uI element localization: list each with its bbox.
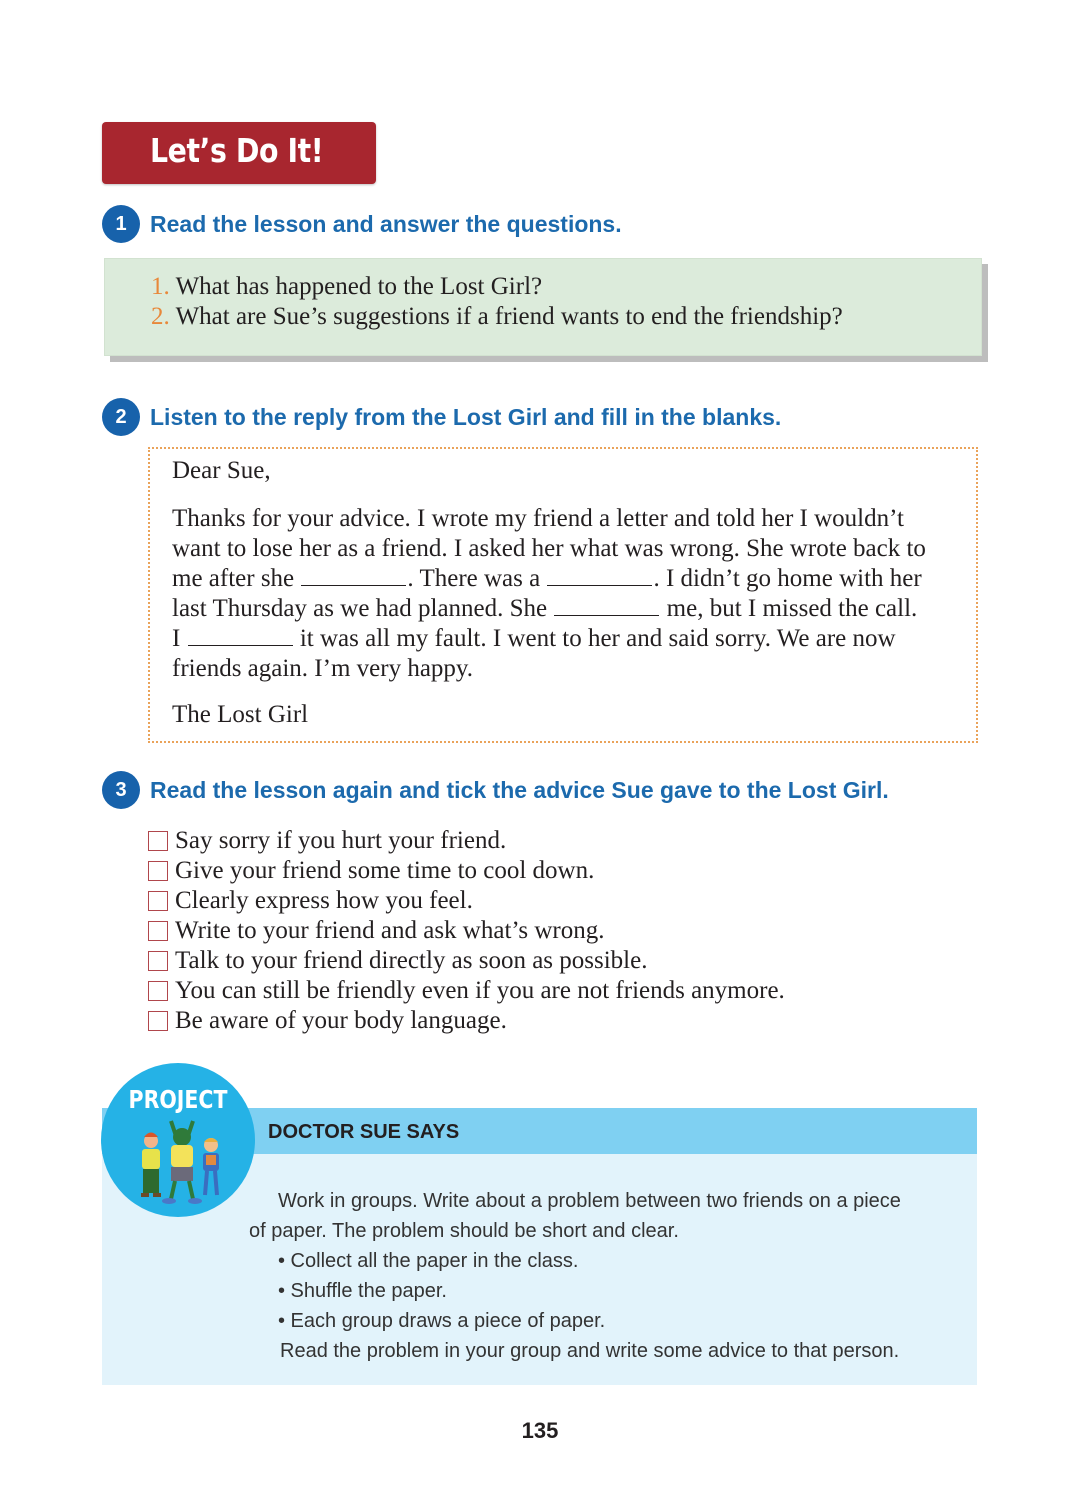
blank-2[interactable] xyxy=(547,565,652,586)
letter-greeting: Dear Sue, xyxy=(172,457,271,484)
section-2-title: Listen to the reply from the Lost Girl and fill in the blanks. xyxy=(150,403,782,430)
step-number-badge: 3 xyxy=(102,771,140,809)
checklist-item[interactable]: Clearly express how you feel. xyxy=(148,886,785,916)
checkbox[interactable] xyxy=(148,891,168,911)
checklist-item[interactable]: Give your friend some time to cool down. xyxy=(148,856,785,886)
checkbox[interactable] xyxy=(148,831,168,851)
advice-checklist xyxy=(148,826,785,1036)
section-1-heading xyxy=(102,204,622,244)
checkbox[interactable] xyxy=(148,951,168,971)
project-intro-line: Work in groups. Write about a problem between two friends on a piece xyxy=(278,1190,901,1212)
checkbox[interactable] xyxy=(148,861,168,881)
project-badge-label: PROJECT xyxy=(128,1085,228,1114)
checkbox[interactable] xyxy=(148,1011,168,1031)
letter-line: I it was all my fault. I went to her and said sorry. We are now xyxy=(172,625,896,652)
checklist-item[interactable]: Talk to your friend directly as soon as possible. xyxy=(148,946,785,976)
letter-line: me after she . There was a . I didn’t go home with her xyxy=(172,565,922,592)
page-number: 135 xyxy=(521,1418,559,1443)
step-number-badge: 1 xyxy=(102,205,140,243)
letter-line: last Thursday as we had planned. She me, but I missed the call. xyxy=(172,595,918,622)
project-heading: DOCTOR SUE SAYS xyxy=(268,1121,460,1143)
banner-title: Let’s Do It! xyxy=(150,131,324,170)
checkbox[interactable] xyxy=(148,921,168,941)
letter-signature: The Lost Girl xyxy=(172,701,309,728)
question-item: 1. What has happened to the Lost Girl? xyxy=(151,273,543,300)
section-1-title: Read the lesson and answer the questions. xyxy=(150,210,622,237)
letter-box xyxy=(148,447,978,743)
project-bullet: • Each group draws a piece of paper. xyxy=(278,1310,606,1332)
step-number-badge: 2 xyxy=(102,398,140,436)
section-3-heading xyxy=(102,770,889,810)
children-illustration-icon xyxy=(131,1115,231,1207)
letter-line: want to lose her as a friend. I asked her what was wrong. She wrote back to xyxy=(172,535,926,562)
project-intro-line: of paper. The problem should be short and clear. xyxy=(249,1220,679,1242)
letter-line: Thanks for your advice. I wrote my friend a letter and told her I wouldn’t xyxy=(172,505,904,532)
blank-1[interactable] xyxy=(301,565,406,586)
lets-do-it-banner xyxy=(102,122,376,184)
section-2-heading xyxy=(102,397,781,437)
project-bullet: • Shuffle the paper. xyxy=(278,1280,447,1302)
questions-box xyxy=(104,258,982,356)
blank-4[interactable] xyxy=(188,625,293,646)
checklist-item[interactable]: You can still be friendly even if you are not friends anymore. xyxy=(148,976,785,1006)
checkbox[interactable] xyxy=(148,981,168,1001)
blank-3[interactable] xyxy=(554,595,659,616)
checklist-item[interactable]: Say sorry if you hurt your friend. xyxy=(148,826,785,856)
checklist-item[interactable]: Be aware of your body language. xyxy=(148,1006,785,1036)
project-closing: Read the problem in your group and write some advice to that person. xyxy=(280,1340,900,1362)
question-item: 2. What are Sue’s suggestions if a friend wants to end the friendship? xyxy=(151,303,843,330)
checklist-item[interactable]: Write to your friend and ask what’s wrong. xyxy=(148,916,785,946)
letter-line: friends again. I’m very happy. xyxy=(172,655,474,682)
project-bullet: • Collect all the paper in the class. xyxy=(278,1250,579,1272)
section-3-title: Read the lesson again and tick the advice Sue gave to the Lost Girl. xyxy=(150,776,889,803)
project-badge xyxy=(101,1063,255,1217)
